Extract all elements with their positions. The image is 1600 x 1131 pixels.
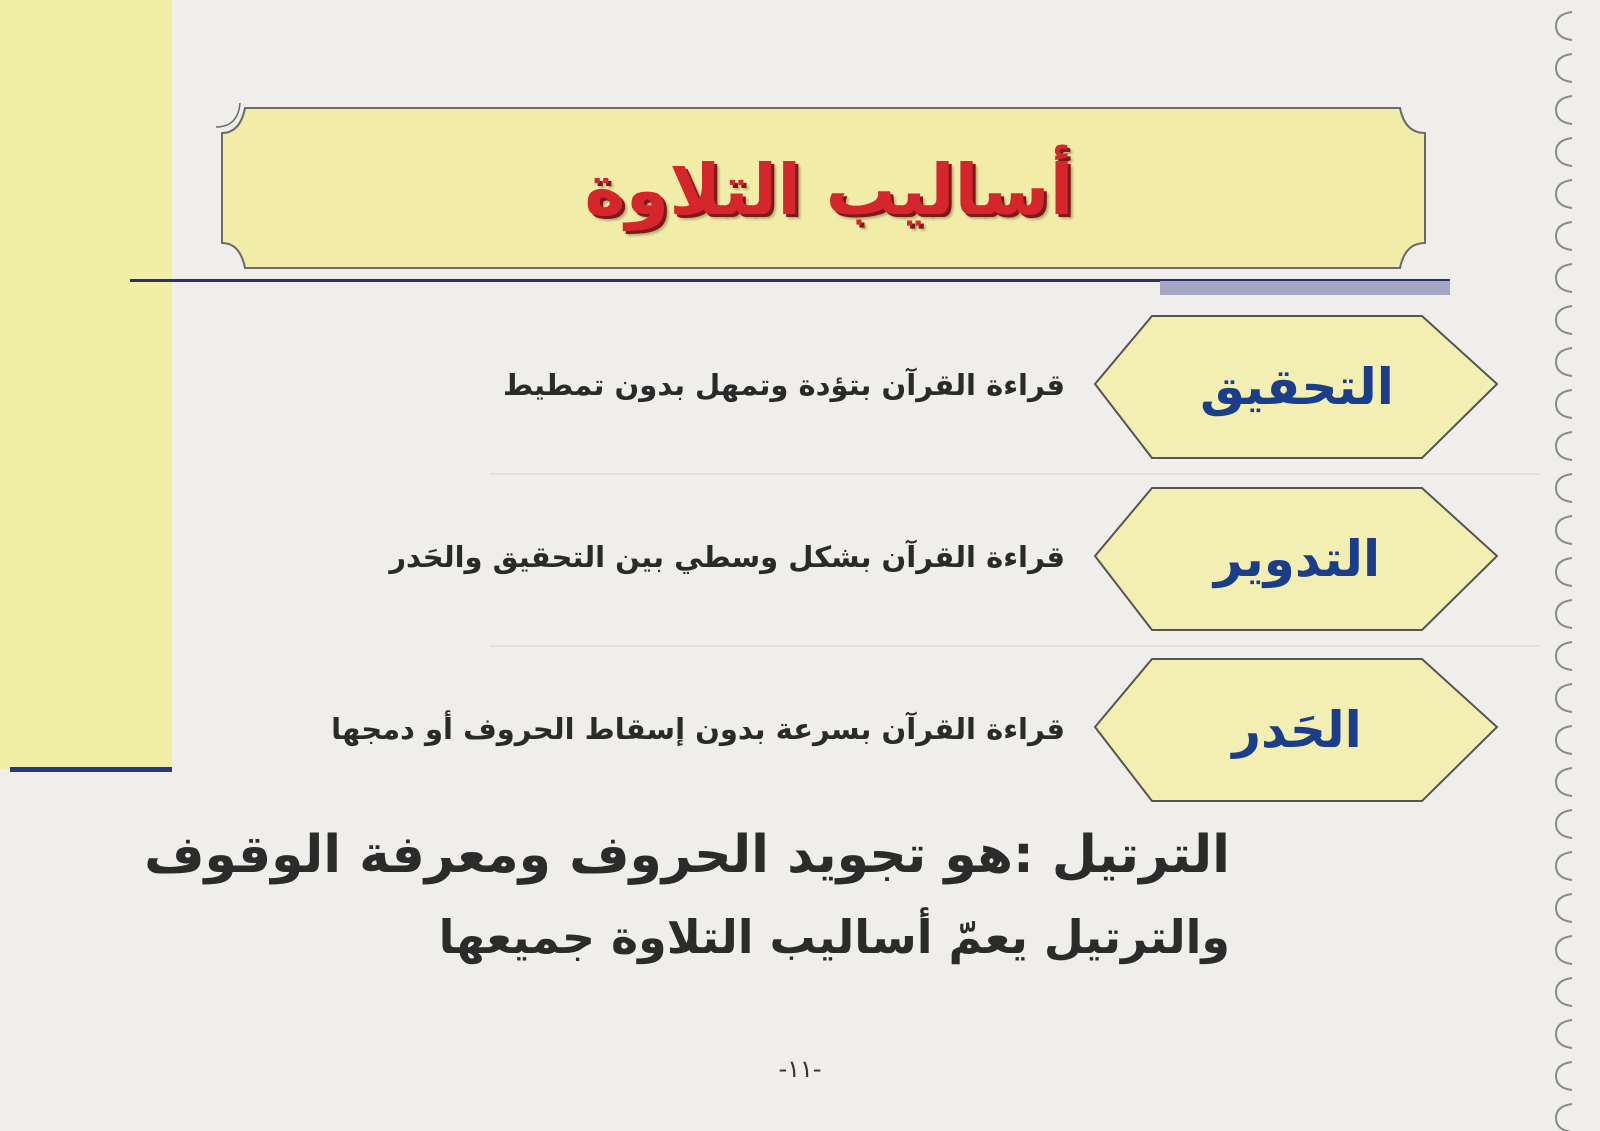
- style-name: التدوير: [1213, 530, 1381, 588]
- binding-ring: [1556, 96, 1572, 124]
- binding-ring: [1556, 306, 1572, 334]
- style-box-tahqiq: [1092, 312, 1502, 462]
- style-definition: قراءة القرآن بسرعة بدون إسقاط الحروف أو دمجها: [331, 712, 1065, 746]
- binding-ring: [1556, 600, 1572, 628]
- tarteel-definition-line1: الترتيل :هو تجويد الحروف ومعرفة الوقوف: [144, 825, 1230, 885]
- binding-ring: [1556, 180, 1572, 208]
- page-title: أساليب التلاوة: [584, 149, 1074, 231]
- binding-ring: [1556, 894, 1572, 922]
- binding-ring: [1556, 264, 1572, 292]
- binding-ring: [1556, 642, 1572, 670]
- binding-ring: [1556, 348, 1572, 376]
- binding-ring: [1556, 390, 1572, 418]
- tarteel-definition-line2: والترتيل يعمّ أساليب التلاوة جميعها: [438, 910, 1230, 964]
- binding-ring: [1556, 1020, 1572, 1048]
- side-decor-strip: [0, 0, 172, 769]
- binding-ring: [1556, 54, 1572, 82]
- ring-binding: [1530, 0, 1600, 1131]
- style-definition: قراءة القرآن بتؤدة وتمهل بدون تمطيط: [502, 368, 1065, 402]
- binding-ring: [1556, 432, 1572, 460]
- binding-ring: [1556, 768, 1572, 796]
- binding-ring: [1556, 222, 1572, 250]
- binding-ring: [1556, 1062, 1572, 1090]
- binding-ring: [1556, 852, 1572, 880]
- binding-ring: [1556, 1104, 1572, 1131]
- row-divider: [490, 645, 1540, 647]
- binding-ring: [1556, 516, 1572, 544]
- title-underline-band: [1160, 281, 1450, 295]
- binding-ring: [1556, 474, 1572, 502]
- binding-ring: [1556, 558, 1572, 586]
- binding-ring: [1556, 726, 1572, 754]
- style-name: الحَدر: [1232, 701, 1362, 759]
- binding-ring: [1556, 936, 1572, 964]
- binding-ring: [1556, 810, 1572, 838]
- style-box-hadr: [1092, 655, 1502, 805]
- style-name: التحقيق: [1200, 358, 1394, 416]
- style-box-tadweer: [1092, 484, 1502, 634]
- binding-ring: [1556, 684, 1572, 712]
- binding-ring: [1556, 978, 1572, 1006]
- page-number: -١١-: [778, 1055, 822, 1083]
- binding-ring: [1556, 12, 1572, 40]
- style-definition: قراءة القرآن بشكل وسطي بين التحقيق والحَدر: [389, 540, 1065, 574]
- side-rule: [10, 767, 172, 772]
- row-divider: [490, 473, 1540, 475]
- binding-ring: [1556, 138, 1572, 166]
